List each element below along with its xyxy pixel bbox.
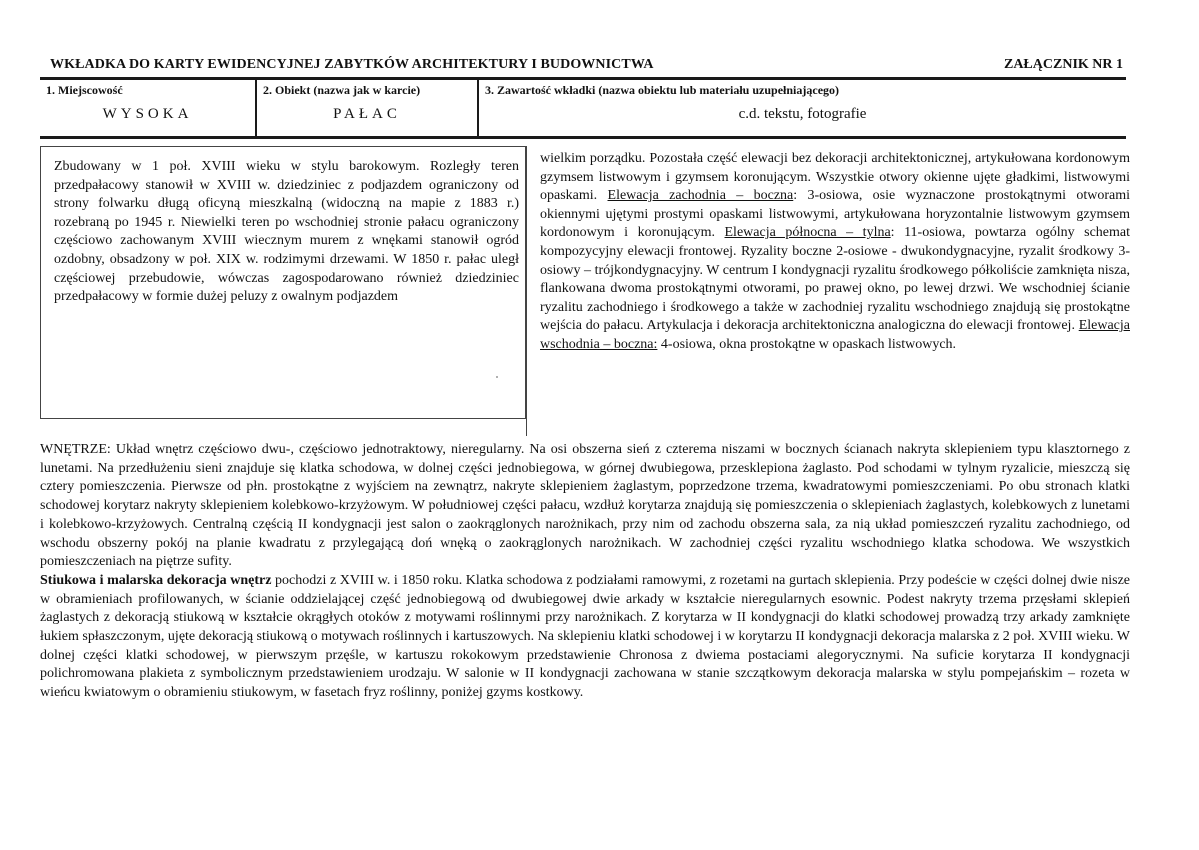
elevations-text: [540, 150, 1130, 355]
decoration-paragraph: [40, 572, 1130, 703]
elevation-north-heading: Elewacja północna – tylna: [724, 225, 891, 241]
elevation-north-text: : 11-osiowa, powtarza ogólny schemat kompozycyjny elewacji frontowej. Ryzality boczne 2-osiowe - dwukondygnacyjne, ryzalit środkowy 3-osiowy – trójkondygnacyjny. W centrum I kondygnacji ryzalitu środkowego półkoliście zamknięta nisza, flankowana dwoma prostokątnymi otworami, po prawej okno, po lewej drzwi. We wschodniej ścianie ryzalitu zachodniego i środkowego a także w zachodniej ryzalitu wschodniego znajdują się prostokątne wejścia do pałacu. Artykulacja i dekoracja architektoniczna analogiczna do elewacji frontowej.: [540, 225, 1131, 334]
object-value: PAŁAC: [333, 106, 401, 122]
elevation-west-text: : 3-osiowa, osie wyznaczone prostokątnymi otworami okiennymi ujętymi prostymi opaskami listwowymi, artykułowana horyzontalnie listwowym gzymsem kordonowym i koronującym.: [540, 188, 1131, 241]
contents-value: c.d. tekstu, fotografie: [738, 106, 867, 122]
locality-cell: [40, 80, 255, 136]
interior-section: [40, 441, 1130, 703]
metadata-table: [40, 80, 1126, 139]
form-title: WKŁADKA DO KARTY EWIDENCYJNEJ ZABYTKÓW ARCHITEKTURY I BUDOWNICTWA: [50, 57, 654, 72]
column-divider: [526, 146, 527, 436]
interior-layout-text: WNĘTRZE: Układ wnętrz częściowo dwu-, częściowo jednotraktowy, nieregularny. Na osi obszerna sień z czterema niszami w bocznych ścianach nakryta sklepieniem typu klasztornego z lunetami. Na przedłużeniu sieni znajduje się klatka schodowa, w dolnej części jednobiegowa, w górnej dwubiegowa, przesklepiona żaglasto. Pod schodami w tylnym ryzalicie, mieszczą się cztery pomieszczenia. Pierwsze od płn. prostokątne z wyjściem na zewnątrz, nakryte sklepieniem żaglastym, poprzedzone trzema, kwadratowymi pomieszczeniami. Po obu stronach klatki schodowej korytarz nakryty sklepieniem kolebkowo-krzyżowym. W południowej części pałacu, wzdłuż korytarza znajdują się pomieszczenia o sklepieniach żaglastych, kolebkowych z lunetami i kolebkowo-krzyżowych. Centralną częścią II kondygnacji jest salon o zaokrąglonych narożnikach, przy nim od zachodu obszerna sala, za nią układ pomieszczeń ryzalitu zachodniego, od wschodu obszerny pokój na planie kwadratu z przylegającą doń wnęką o zaokrąglonych narożnikach. W zachodniej części ryzalitu wschodniego klatka schodowa. We wszystkich pomieszczeniach na piętrze sufity.: [40, 442, 1130, 570]
elevation-east-heading: Elewacja wschodnia – boczna:: [540, 318, 1130, 352]
locality-label: 1. Miejscowość: [46, 83, 123, 97]
elevation-west-heading: Elewacja zachodnia – boczna: [607, 188, 794, 204]
object-cell: [255, 80, 477, 136]
decoration-heading: Stiukowa i malarska dekoracja wnętrz: [40, 572, 272, 588]
elevations-front-text: wielkim porządku. Pozostała część elewacji bez dekoracji architektonicznej, artykułowana kordonowym gzymsem listwowym i gzymsem koronującym. Wszystkie otwory okienne ujęte gładkimi, listwowymi opaskami.: [540, 151, 1130, 204]
elevation-east-text: 4-osiowa, okna prostokątne w opaskach listwowych.: [657, 336, 957, 352]
history-text: Zbudowany w 1 poł. XVIII wieku w stylu barokowym. Rozległy teren przedpałacowy stanowił w XVIII w. dziedziniec z podjazdem ograniczony od strony folwarku długą oficyną mieszkalną (widoczną na mapie z 1883 r.) rozebraną po 1945 r. Niewielki teren po wschodniej stronie pałacu ograniczony częściowo zachowanym XVIII wiecznym murem z wnękami stanowił ogród ozdobny, obsadzony w poł. XIX w. rodzimymi drzewami. W 1850 r. pałac uległ częściowej przebudowie, wówczas zagospodarowano również dziedziniec przedpałacowy w formie dużej peluzy z owalnym podjazdem: [54, 159, 519, 305]
annex-number: ZAŁĄCZNIK NR 1: [1003, 57, 1123, 72]
contents-cell: [477, 80, 1126, 136]
locality-value: WYSOKA: [102, 106, 193, 122]
contents-label: 3. Zawartość wkładki (nazwa obiektu lub materiału uzupełniającego): [485, 83, 840, 97]
scan-speck: [496, 376, 498, 378]
decoration-text: pochodzi z XVIII w. i 1850 roku. Klatka schodowa z podziałami ramowymi, z rozetami na gurtach sklepienia. Przy podeście w części dolnej dwie nisze w obramieniach profilowanych, w ścianie oddzielającej część jednobiegową od dwubiegowej dwie arkady w kształcie nieregularnych esownic. Podest nakryty trzema przęsłami sklepień żaglastych z dekoracją stiukową w kształcie okrągłych otoków z motywami roślinnymi przy narożnikach. Z korytarza w II kondygnacji do klatki schodowej prowadzą trzy arkady zamknięte łukiem spłaszczonym, ujęte dekoracją stiukową o motywach roślinnych i kartuszowych. Na sklepieniu klatki schodowej i w korytarzu II kondygnacji dekoracja malarska z 2 poł. XVIII wieku. W dolnej części klatki schodowej, w pierwszym przęśle, w kartuszu rokokowym przedstawienie Chronosa z dwiema postaciami alegorycznymi. Na suficie korytarza II kondygnacji polichromowana plakieta z symbolicznym przedstawieniem urodzaju. W salonie w II kondygnacji zachowana w stanie szczątkowym dekoracja malarska w stylu pompejańskim – rozeta w wieńcu kwiatowym o obramieniu stiukowym, w fasetach fryz roślinny, poniżej gzyms kostkowy.: [40, 572, 1130, 701]
object-label: 2. Obiekt (nazwa jak w karcie): [263, 83, 421, 97]
